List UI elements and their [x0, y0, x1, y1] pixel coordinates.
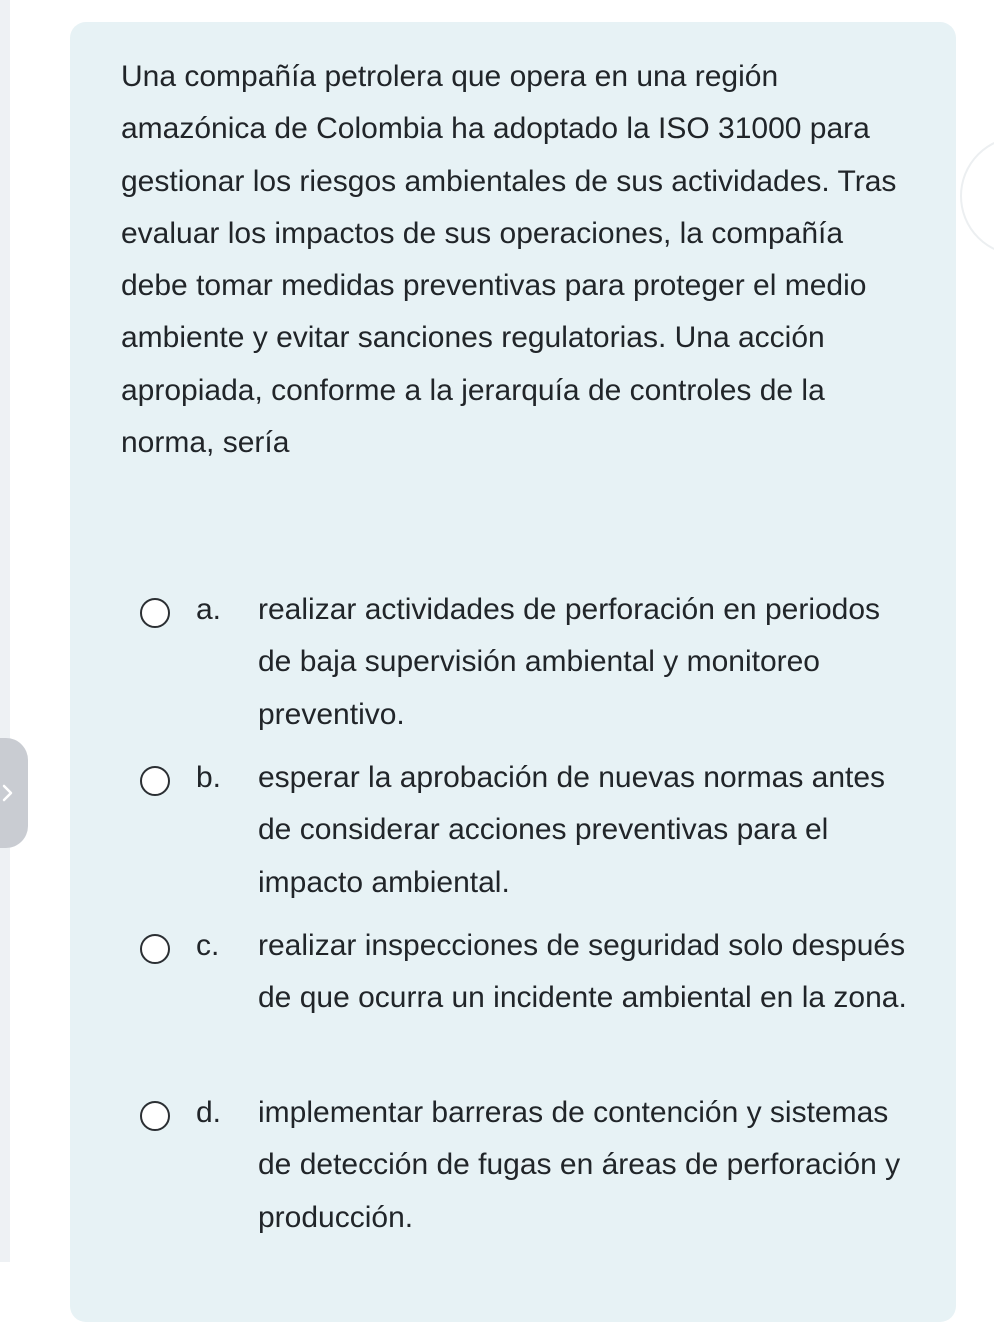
- option-c-text: realizar inspecciones de seguridad solo después de que ocurra un incidente ambiental en la zona.: [258, 929, 907, 1015]
- option-d-text: implementar barreras de contención y sistemas de detección de fugas en áreas de perforación y producción.: [258, 1096, 901, 1234]
- radio-option-a[interactable]: [140, 598, 170, 628]
- option-a-text: realizar actividades de perforación en periodos de baja supervisión ambiental y monitoreo preventivo.: [258, 593, 881, 731]
- option-a-letter: a.: [196, 593, 222, 626]
- previous-nav-tab[interactable]: [0, 738, 28, 848]
- chevron-right-icon: [2, 784, 14, 802]
- radio-option-c[interactable]: [140, 934, 170, 964]
- radio-option-d[interactable]: [140, 1101, 170, 1131]
- left-edge-strip: [0, 0, 10, 1262]
- option-b-text: esperar la aprobación de nuevas normas antes de considerar acciones preventivas para el impacto ambiental.: [258, 761, 886, 899]
- option-b-letter: b.: [196, 761, 222, 794]
- option-d-letter: d.: [196, 1096, 222, 1129]
- question-text: Una compañía petrolera que opera en una región amazónica de Colombia ha adoptado la ISO 31000 para gestionar los riesgos ambientales de sus actividades. Tras evaluar los impactos de sus operaciones, la compañía debe tomar medidas preventivas para proteger el medio ambiente y evitar sanciones regulatorias. Una acción apropiada, conforme a la jerarquía de controles de la norma, sería: [121, 60, 897, 460]
- radio-option-b[interactable]: [140, 766, 170, 796]
- option-c-letter: c.: [196, 929, 220, 962]
- floating-action-bubble[interactable]: [960, 136, 994, 256]
